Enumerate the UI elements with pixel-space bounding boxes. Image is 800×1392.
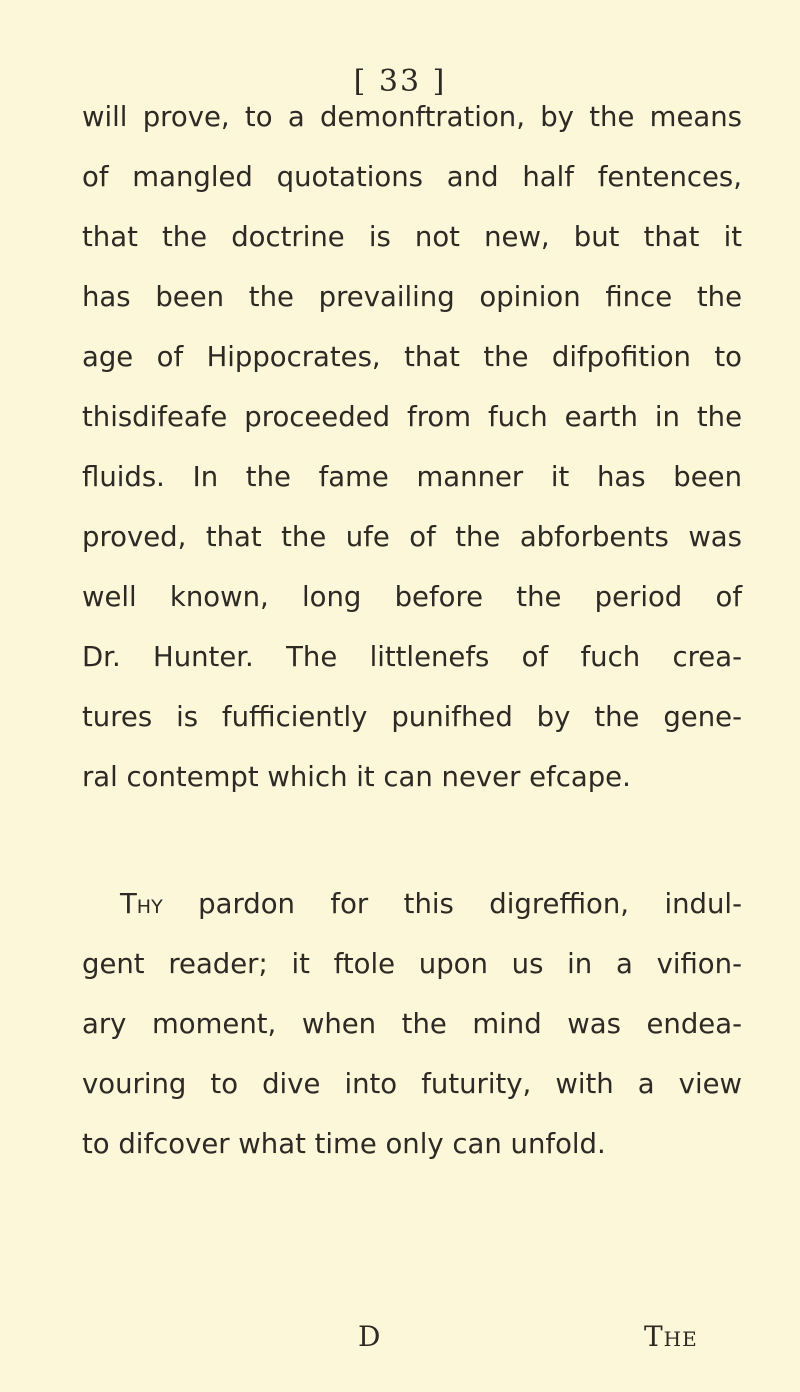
text-line: thisdifeafe proceeded from fuch earth in the [82,401,742,433]
first-line-rest: pardon for this digreffion, indul- [198,888,742,920]
text-line: well known, long before the period of [82,581,742,613]
text-line: that the doctrine is not new, but that it [82,221,742,253]
text-line: proved, that the ufe of the abforbents was [82,521,742,553]
signature-mark: D [358,1320,381,1353]
text-line: gent reader; it ftole upon us in a vifion- [82,948,742,980]
drop-word: Thy [120,888,163,920]
text-line: ary moment, when the mind was endea- [82,1008,742,1040]
text-line: ral contempt which it can never efcape. [82,761,631,793]
text-line: tures is fufficiently punifhed by the gene- [82,701,742,733]
page-number: [ 33 ] [353,64,447,99]
catchword: The [644,1320,698,1353]
text-line: to difcover what time only can unfold. [82,1128,606,1160]
text-line: Dr. Hunter. The littlenefs of fuch crea- [82,641,742,673]
text-line: of mangled quotations and half fentences, [82,161,742,193]
text-line: has been the prevailing opinion fince the [82,281,742,313]
text-line-first [120,884,742,924]
text-line: fluids. In the fame manner it has been [82,461,742,493]
text-line: vouring to dive into futurity, with a view [82,1068,742,1100]
text-line: will prove, to a demonftration, by the means [82,101,742,133]
text-line: age of Hippocrates, that the difpofition to [82,341,742,373]
